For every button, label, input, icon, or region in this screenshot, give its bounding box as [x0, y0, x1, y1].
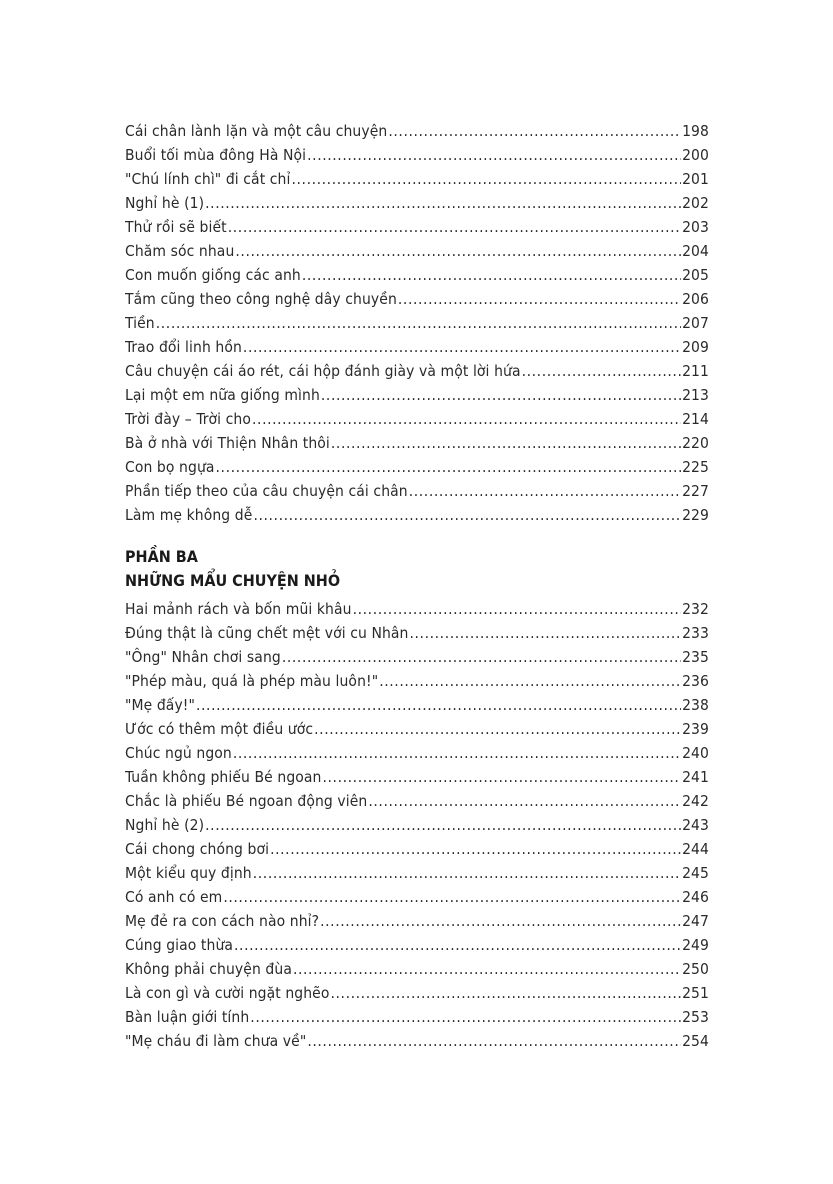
toc-entry-page: 209	[682, 338, 709, 356]
toc-entry[interactable]	[125, 765, 709, 789]
toc-entry-title: Buổi tối mùa đông Hà Nội	[125, 146, 307, 164]
toc-entry-title: Câu chuyện cái áo rét, cái hộp đánh giày và một lời hứa	[125, 362, 521, 380]
toc-entry[interactable]	[125, 597, 709, 621]
toc-entry-title: Tuần không phiếu Bé ngoan	[125, 768, 322, 786]
toc-entry-title: Hai mảnh rách và bốn mũi khâu	[125, 600, 352, 618]
dot-leader	[228, 215, 681, 239]
dot-leader	[368, 789, 681, 813]
part-three-heading	[125, 545, 340, 593]
dot-leader	[314, 717, 681, 741]
toc-entry-title: Nghỉ hè (2)	[125, 816, 205, 834]
toc-entry-page: 201	[682, 170, 709, 188]
toc-entry[interactable]	[125, 669, 709, 693]
toc-entry[interactable]	[125, 359, 709, 383]
toc-entry[interactable]	[125, 909, 709, 933]
dot-leader	[243, 335, 681, 359]
toc-entry[interactable]	[125, 119, 709, 143]
dot-leader	[270, 837, 681, 861]
toc-entry[interactable]	[125, 717, 709, 741]
toc-entry-page: 253	[682, 1008, 709, 1026]
dot-leader	[196, 693, 681, 717]
dot-leader	[216, 455, 682, 479]
dot-leader	[323, 765, 682, 789]
toc-entry-page: 238	[682, 696, 709, 714]
toc-entry-title: Ước có thêm một điều ước	[125, 720, 314, 738]
toc-entry-page: 244	[682, 840, 709, 858]
toc-entry[interactable]	[125, 741, 709, 765]
toc-entry[interactable]	[125, 167, 709, 191]
toc-entry[interactable]	[125, 957, 709, 981]
toc-entry-page: 198	[682, 122, 709, 140]
toc-entry[interactable]	[125, 215, 709, 239]
toc-entry-title: Bàn luận giới tính	[125, 1008, 250, 1026]
dot-leader	[282, 645, 681, 669]
dot-leader	[353, 597, 681, 621]
toc-entry-page: 243	[682, 816, 709, 834]
toc-entry-page: 239	[682, 720, 709, 738]
toc-entry[interactable]	[125, 479, 709, 503]
toc-entry[interactable]	[125, 287, 709, 311]
dot-leader	[293, 957, 681, 981]
toc-entry-page: 203	[682, 218, 709, 236]
toc-entry-page: 227	[682, 482, 709, 500]
toc-entry-title: Tiền	[125, 314, 155, 332]
toc-entry-page: 254	[682, 1032, 709, 1050]
dot-leader	[156, 311, 681, 335]
dot-leader	[522, 359, 681, 383]
dot-leader	[223, 885, 681, 909]
dot-leader	[252, 407, 681, 431]
dot-leader	[205, 813, 681, 837]
dot-leader	[233, 741, 681, 765]
dot-leader	[379, 669, 681, 693]
toc-entry[interactable]	[125, 789, 709, 813]
toc-entry-title: Con muốn giống các anh	[125, 266, 301, 284]
toc-entry[interactable]	[125, 239, 709, 263]
toc-entry-page: 249	[682, 936, 709, 954]
toc-entry[interactable]	[125, 143, 709, 167]
toc-entry-page: 236	[682, 672, 709, 690]
toc-entry[interactable]	[125, 311, 709, 335]
toc-entry[interactable]	[125, 837, 709, 861]
toc-entry-title: Trời đày – Trời cho	[125, 410, 252, 428]
toc-entry-page: 245	[682, 864, 709, 882]
toc-entry-title: Phần tiếp theo của câu chuyện cái chân	[125, 482, 408, 500]
toc-list-section-two	[125, 119, 709, 527]
toc-entry-page: 225	[682, 458, 709, 476]
toc-entry-page: 250	[682, 960, 709, 978]
toc-entry-title: "Mẹ đấy!"	[125, 696, 195, 714]
dot-leader	[307, 1029, 681, 1053]
toc-entry-page: 211	[682, 362, 709, 380]
toc-entry[interactable]	[125, 1029, 709, 1053]
toc-entry[interactable]	[125, 861, 709, 885]
dot-leader	[235, 239, 681, 263]
toc-entry-title: "Phép màu, quá là phép màu luôn!"	[125, 672, 379, 690]
toc-entry[interactable]	[125, 885, 709, 909]
toc-entry-title: Chăm sóc nhau	[125, 242, 235, 260]
toc-entry-page: 229	[682, 506, 709, 524]
toc-entry-page: 205	[682, 266, 709, 284]
toc-entry-title: Chúc ngủ ngon	[125, 744, 232, 762]
toc-entry-title: Bà ở nhà với Thiện Nhân thôi	[125, 434, 330, 452]
toc-entry-page: 241	[682, 768, 709, 786]
toc-entry[interactable]	[125, 383, 709, 407]
part-title: NHỮNG MẨU CHUYỆN NHỎ	[125, 571, 341, 590]
toc-entry[interactable]	[125, 335, 709, 359]
toc-entry-page: 206	[682, 290, 709, 308]
dot-leader	[253, 861, 681, 885]
toc-entry-page: 242	[682, 792, 709, 810]
toc-entry[interactable]	[125, 431, 709, 455]
dot-leader	[410, 621, 682, 645]
dot-leader	[253, 503, 681, 527]
toc-entry-title: Cái chong chóng bơi	[125, 840, 270, 858]
toc-entry-title: Cái chân lành lặn và một câu chuyện	[125, 122, 388, 140]
dot-leader	[234, 933, 681, 957]
toc-entry-title: Một kiểu quy định	[125, 864, 252, 882]
dot-leader	[291, 167, 681, 191]
toc-entry-page: 200	[682, 146, 709, 164]
toc-entry-page: 207	[682, 314, 709, 332]
toc-entry-page: 220	[682, 434, 709, 452]
toc-entry[interactable]	[125, 621, 709, 645]
toc-entry-title: Cúng giao thừa	[125, 936, 234, 954]
toc-entry-title: Đúng thật là cũng chết mệt với cu Nhân	[125, 624, 409, 642]
dot-leader	[307, 143, 681, 167]
dot-leader	[409, 479, 681, 503]
toc-entry-page: 202	[682, 194, 709, 212]
toc-entry-page: 240	[682, 744, 709, 762]
dot-leader	[302, 263, 681, 287]
toc-entry[interactable]	[125, 455, 709, 479]
toc-entry-page: 251	[682, 984, 709, 1002]
toc-entry-title: "Mẹ cháu đi làm chưa về"	[125, 1032, 307, 1050]
toc-entry-title: Là con gì và cười ngặt nghẽo	[125, 984, 330, 1002]
toc-entry-page: 233	[682, 624, 709, 642]
dot-leader	[331, 981, 682, 1005]
toc-entry-page: 213	[682, 386, 709, 404]
toc-entry-page: 246	[682, 888, 709, 906]
toc-entry-title: Trao đổi linh hồn	[125, 338, 242, 356]
toc-entry-title: "Chú lính chì" đi cắt chỉ	[125, 170, 291, 188]
toc-entry-title: Có anh có em	[125, 888, 223, 906]
toc-entry-title: Làm mẹ không dễ	[125, 506, 253, 524]
toc-entry-title: Nghỉ hè (1)	[125, 194, 205, 212]
toc-list-section-three	[125, 597, 709, 1053]
part-label: PHẦN BA	[125, 547, 198, 566]
toc-entry[interactable]	[125, 981, 709, 1005]
dot-leader	[388, 119, 681, 143]
toc-entry[interactable]	[125, 645, 709, 669]
toc-entry-title: Chắc là phiếu Bé ngoan động viên	[125, 792, 368, 810]
toc-entry[interactable]	[125, 407, 709, 431]
toc-entry-title: Lại một em nữa giống mình	[125, 386, 320, 404]
dot-leader	[398, 287, 681, 311]
toc-entry-title: Mẹ đẻ ra con cách nào nhỉ?	[125, 912, 320, 930]
toc-entry[interactable]	[125, 933, 709, 957]
toc-entry-title: "Ông" Nhân chơi sang	[125, 648, 281, 666]
toc-entry-page: 204	[682, 242, 709, 260]
dot-leader	[320, 909, 681, 933]
toc-entry[interactable]	[125, 693, 709, 717]
toc-entry[interactable]	[125, 1005, 709, 1029]
toc-entry-title: Tắm cũng theo công nghệ dây chuyền	[125, 290, 397, 308]
toc-entry-page: 247	[682, 912, 709, 930]
toc-entry-title: Không phải chuyện đùa	[125, 960, 292, 978]
dot-leader	[205, 191, 681, 215]
toc-entry-page: 232	[682, 600, 709, 618]
toc-entry[interactable]	[125, 191, 709, 215]
toc-entry-page: 214	[682, 410, 709, 428]
toc-entry[interactable]	[125, 263, 709, 287]
toc-entry-page: 235	[682, 648, 709, 666]
dot-leader	[250, 1005, 681, 1029]
dot-leader	[321, 383, 681, 407]
toc-entry[interactable]	[125, 503, 709, 527]
toc-entry[interactable]	[125, 813, 709, 837]
toc-entry-title: Thử rồi sẽ biết	[125, 218, 227, 236]
dot-leader	[331, 431, 681, 455]
toc-entry-title: Con bọ ngựa	[125, 458, 215, 476]
